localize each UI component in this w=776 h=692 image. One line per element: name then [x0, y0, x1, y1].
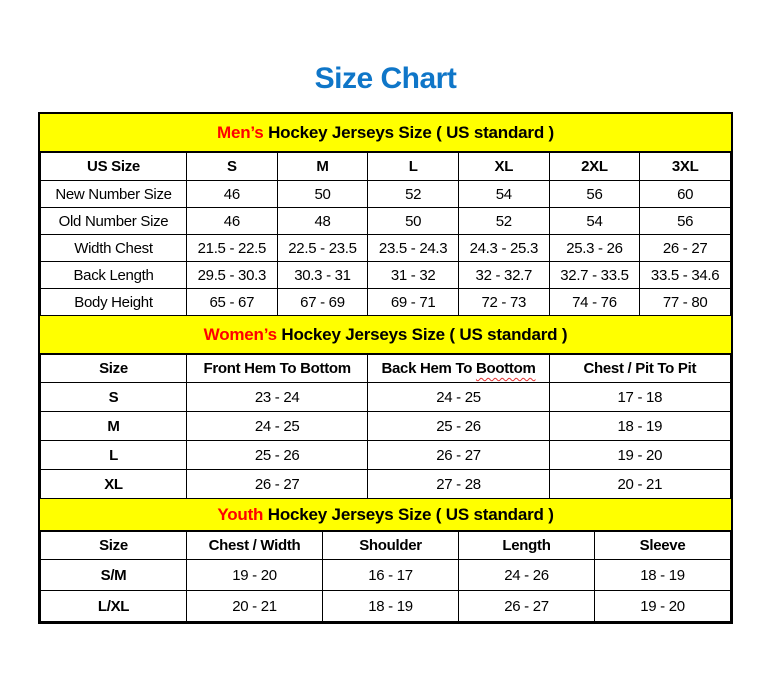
column-header: Size	[41, 532, 187, 560]
size-value-cell: 26 - 27	[187, 470, 368, 499]
page-title: Size Chart	[314, 62, 457, 95]
column-header-row	[41, 355, 731, 383]
size-value-cell: 26 - 27	[640, 235, 731, 262]
size-value-cell: 52	[458, 208, 549, 235]
column-header: Back Hem To Boottom	[368, 355, 549, 383]
size-value-cell: 25.3 - 26	[549, 235, 640, 262]
size-value-cell: 25 - 26	[368, 412, 549, 441]
size-value-cell: 19 - 20	[595, 591, 731, 622]
table-row	[41, 441, 731, 470]
size-value-cell: 29.5 - 30.3	[187, 262, 278, 289]
size-value-cell: 32 - 32.7	[458, 262, 549, 289]
table-row	[41, 560, 731, 591]
size-value-cell: 24 - 25	[368, 383, 549, 412]
size-value-cell: 22.5 - 23.5	[277, 235, 368, 262]
row-label: New Number Size	[41, 181, 187, 208]
misspelled-word: Boottom	[475, 360, 536, 377]
column-header: US Size	[41, 153, 187, 181]
womens-size-table	[40, 354, 731, 499]
size-value-cell: 31 - 32	[368, 262, 459, 289]
mens-size-table	[40, 152, 731, 316]
column-header: 3XL	[640, 153, 731, 181]
table-row	[41, 383, 731, 412]
size-chart-tables	[38, 112, 733, 624]
column-header: Size	[41, 355, 187, 383]
row-label: L/XL	[41, 591, 187, 622]
table-row	[41, 470, 731, 499]
column-header: Chest / Pit To Pit	[549, 355, 730, 383]
size-value-cell: 18 - 19	[323, 591, 459, 622]
table-row	[41, 235, 731, 262]
column-header-row	[41, 532, 731, 560]
row-label: Old Number Size	[41, 208, 187, 235]
column-header: Sleeve	[595, 532, 731, 560]
section-title-rest-womens: Hockey Jerseys Size ( US standard )	[276, 325, 568, 344]
row-label: Body Height	[41, 289, 187, 316]
size-value-cell: 16 - 17	[323, 560, 459, 591]
size-value-cell: 74 - 76	[549, 289, 640, 316]
section-highlight-youth: Youth	[217, 505, 264, 524]
size-value-cell: 24.3 - 25.3	[458, 235, 549, 262]
section-highlight-womens: Women’s	[203, 325, 277, 344]
size-value-cell: 26 - 27	[459, 591, 595, 622]
row-label: XL	[41, 470, 187, 499]
size-value-cell: 32.7 - 33.5	[549, 262, 640, 289]
youth-size-table	[40, 531, 731, 622]
row-label: L	[41, 441, 187, 470]
column-header: Front Hem To Bottom	[187, 355, 368, 383]
size-value-cell: 23.5 - 24.3	[368, 235, 459, 262]
section-highlight-mens: Men’s	[217, 123, 264, 142]
size-value-cell: 33.5 - 34.6	[640, 262, 731, 289]
size-value-cell: 19 - 20	[187, 560, 323, 591]
size-value-cell: 46	[187, 208, 278, 235]
size-value-cell: 72 - 73	[458, 289, 549, 316]
size-value-cell: 50	[368, 208, 459, 235]
size-value-cell: 18 - 19	[595, 560, 731, 591]
section-header-youth	[40, 499, 731, 531]
size-value-cell: 48	[277, 208, 368, 235]
size-value-cell: 25 - 26	[187, 441, 368, 470]
table-row	[41, 181, 731, 208]
row-label: M	[41, 412, 187, 441]
size-value-cell: 23 - 24	[187, 383, 368, 412]
mens-grid	[40, 152, 731, 316]
column-header: Shoulder	[323, 532, 459, 560]
size-value-cell: 54	[549, 208, 640, 235]
size-value-cell: 65 - 67	[187, 289, 278, 316]
size-value-cell: 60	[640, 181, 731, 208]
size-value-cell: 24 - 25	[187, 412, 368, 441]
section-title-rest-youth: Hockey Jerseys Size ( US standard )	[263, 505, 554, 524]
column-header: 2XL	[549, 153, 640, 181]
size-value-cell: 30.3 - 31	[277, 262, 368, 289]
table-row	[41, 289, 731, 316]
column-header: XL	[458, 153, 549, 181]
row-label: Back Length	[41, 262, 187, 289]
size-value-cell: 20 - 21	[549, 470, 730, 499]
table-row	[41, 262, 731, 289]
size-value-cell: 17 - 18	[549, 383, 730, 412]
row-label: S	[41, 383, 187, 412]
section-header-womens	[40, 316, 731, 354]
womens-grid	[40, 354, 731, 499]
size-value-cell: 56	[549, 181, 640, 208]
size-value-cell: 56	[640, 208, 731, 235]
size-value-cell: 27 - 28	[368, 470, 549, 499]
column-header: S	[187, 153, 278, 181]
size-value-cell: 20 - 21	[187, 591, 323, 622]
column-header: Chest / Width	[187, 532, 323, 560]
size-value-cell: 26 - 27	[368, 441, 549, 470]
size-value-cell: 77 - 80	[640, 289, 731, 316]
size-value-cell: 69 - 71	[368, 289, 459, 316]
size-value-cell: 67 - 69	[277, 289, 368, 316]
section-title-rest-mens: Hockey Jerseys Size ( US standard )	[263, 123, 554, 142]
size-value-cell: 18 - 19	[549, 412, 730, 441]
table-row	[41, 591, 731, 622]
row-label: Width Chest	[41, 235, 187, 262]
row-label: S/M	[41, 560, 187, 591]
size-value-cell: 19 - 20	[549, 441, 730, 470]
size-value-cell: 52	[368, 181, 459, 208]
size-value-cell: 50	[277, 181, 368, 208]
size-value-cell: 46	[187, 181, 278, 208]
table-row	[41, 208, 731, 235]
column-header: L	[368, 153, 459, 181]
section-header-mens	[40, 114, 731, 152]
column-header-row	[41, 153, 731, 181]
youth-grid	[40, 531, 731, 622]
column-header: Length	[459, 532, 595, 560]
size-value-cell: 24 - 26	[459, 560, 595, 591]
table-row	[41, 412, 731, 441]
column-header: M	[277, 153, 368, 181]
size-value-cell: 54	[458, 181, 549, 208]
size-value-cell: 21.5 - 22.5	[187, 235, 278, 262]
